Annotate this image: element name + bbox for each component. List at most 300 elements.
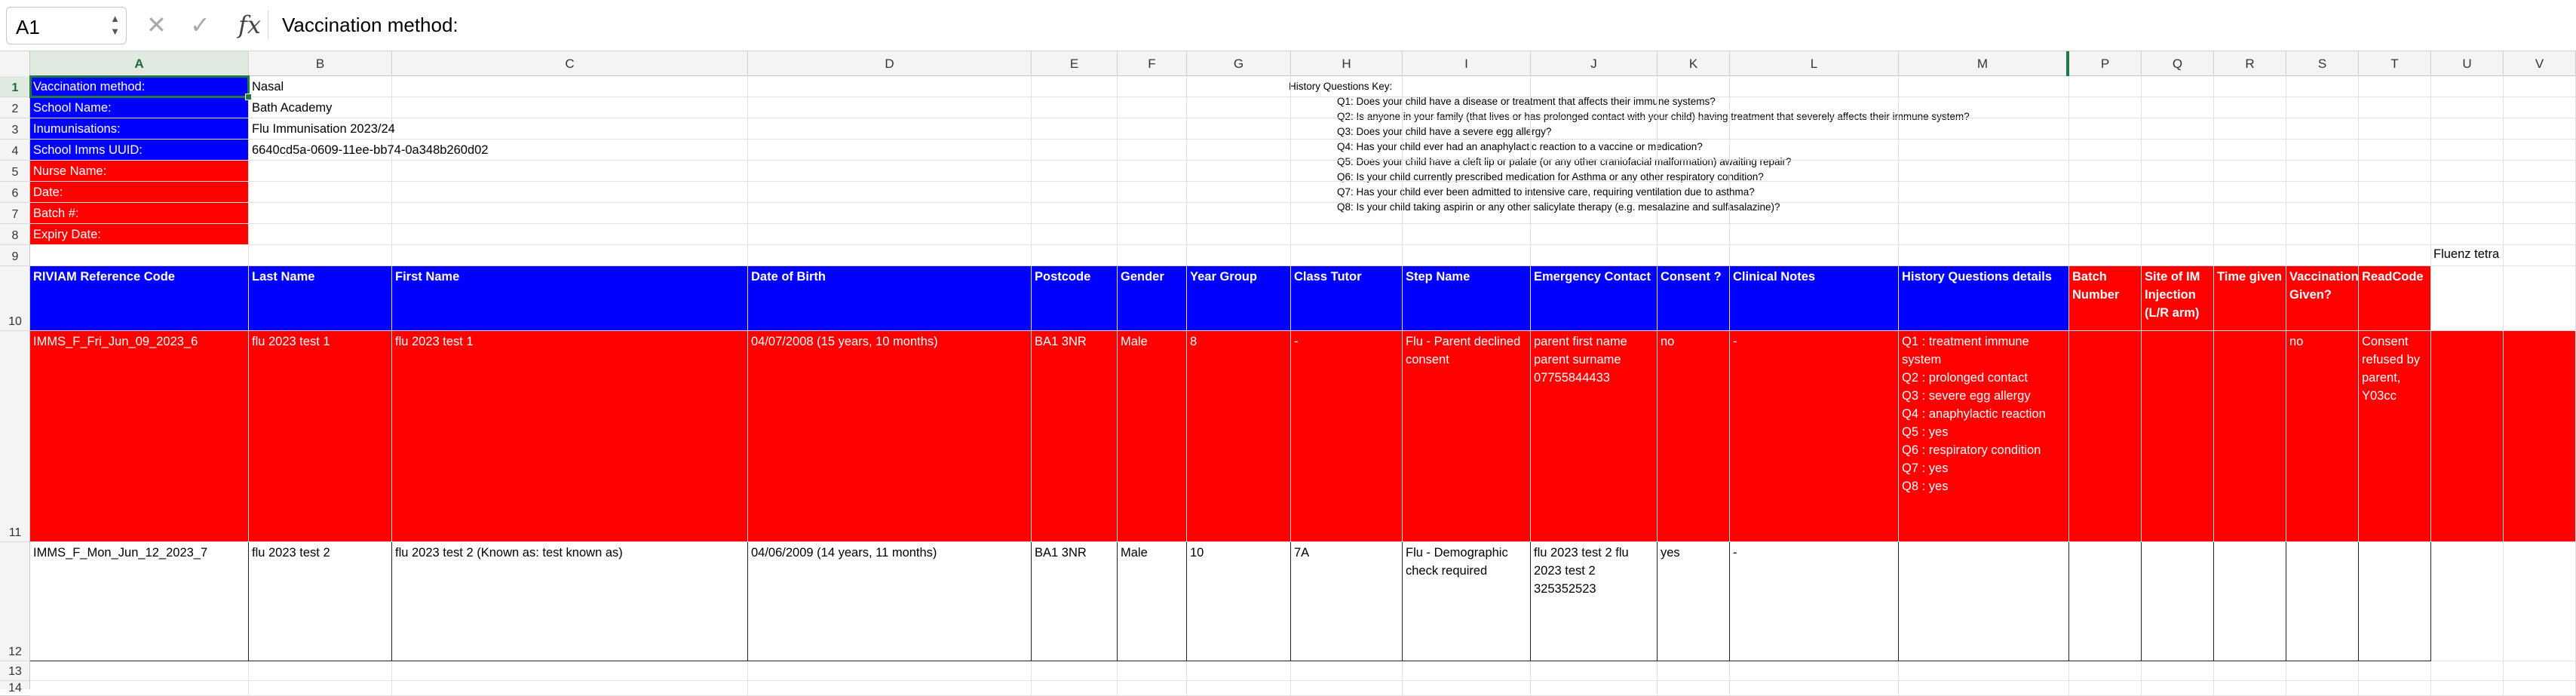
grid-cell[interactable] — [2142, 681, 2214, 696]
select-all-corner[interactable] — [0, 51, 30, 76]
grid-cell[interactable] — [2069, 245, 2142, 266]
grid-cell[interactable] — [2214, 140, 2286, 161]
grid-cell[interactable] — [2286, 203, 2359, 224]
grid-cell[interactable] — [1531, 661, 1658, 681]
history-key-item: Q4: Has your child ever had an anaphylactic reaction to a vaccine or medication? — [1337, 141, 1703, 152]
grid-cell[interactable] — [748, 118, 1032, 140]
grid-cell[interactable] — [1899, 161, 2069, 182]
grid-cell[interactable] — [2504, 76, 2576, 97]
grid-cell[interactable] — [1658, 140, 1730, 161]
formula-input[interactable]: Vaccination method: — [282, 14, 458, 36]
grid-cell[interactable] — [1291, 203, 1403, 224]
table-cell[interactable] — [2142, 542, 2214, 661]
cell-area[interactable] — [30, 76, 2576, 689]
grid-cell[interactable] — [2069, 182, 2142, 203]
grid-cell[interactable] — [1118, 245, 1187, 266]
grid-cell[interactable] — [1658, 118, 1730, 140]
history-key-item: Q3: Does your child have a severe egg allergy? — [1337, 126, 1552, 137]
info-value[interactable] — [249, 161, 748, 182]
row-header-14[interactable]: 14 — [0, 681, 30, 696]
grid-cell[interactable] — [2214, 203, 2286, 224]
grid-cell[interactable] — [2286, 97, 2359, 118]
column-header-g[interactable]: G — [1187, 51, 1291, 76]
table-cell[interactable] — [2069, 331, 2142, 542]
grid-cell[interactable] — [1032, 681, 1118, 696]
grid-cell[interactable] — [1118, 118, 1187, 140]
grid-cell[interactable] — [2504, 97, 2576, 118]
history-key-item: Q1: Does your child have a disease or treatment that affects their immune systems? — [1337, 96, 1716, 107]
grid-cell[interactable] — [249, 681, 392, 696]
info-value[interactable]: 6640cd5a-0609-11ee-bb74-0a348b260d02 — [252, 143, 489, 157]
grid-cell[interactable] — [1118, 76, 1187, 97]
grid-cell[interactable] — [2286, 140, 2359, 161]
grid-cell[interactable] — [1899, 182, 2069, 203]
grid-cell[interactable] — [1032, 118, 1118, 140]
grid-cell[interactable] — [748, 140, 1032, 161]
grid-cell[interactable] — [2359, 161, 2431, 182]
name-box[interactable] — [6, 7, 127, 44]
table-cell[interactable] — [2504, 331, 2576, 542]
grid-cell[interactable] — [2069, 681, 2142, 696]
grid-cell[interactable] — [1291, 118, 1403, 140]
grid-cell[interactable] — [1730, 681, 1899, 696]
grid-cell[interactable] — [1403, 118, 1531, 140]
grid-cell[interactable] — [2286, 118, 2359, 140]
spreadsheet-grid[interactable] — [0, 51, 2576, 694]
grid-cell[interactable] — [1032, 97, 1118, 118]
grid-cell[interactable] — [1899, 661, 2069, 681]
grid-cell[interactable] — [1531, 118, 1658, 140]
grid-cell[interactable] — [2286, 245, 2359, 266]
column-header-h[interactable]: H — [1291, 51, 1403, 76]
grid-cell[interactable] — [2359, 661, 2431, 681]
table-cell[interactable]: flu 2023 test 2 — [249, 542, 392, 661]
grid-cell[interactable] — [1730, 76, 1899, 97]
column-header-k[interactable]: K — [1658, 51, 1730, 76]
grid-cell[interactable] — [2431, 118, 2504, 140]
table-cell[interactable] — [2214, 331, 2286, 542]
grid-cell[interactable] — [2142, 203, 2214, 224]
grid-cell[interactable] — [748, 224, 1032, 245]
grid-cell[interactable] — [1899, 118, 2069, 140]
grid-cell[interactable] — [2142, 161, 2214, 182]
column-header-b[interactable]: B — [249, 51, 392, 76]
grid-cell[interactable] — [2431, 681, 2504, 696]
grid-cell[interactable] — [748, 681, 1032, 696]
grid-cell[interactable] — [2504, 118, 2576, 140]
grid-cell[interactable] — [2431, 203, 2504, 224]
grid-cell[interactable] — [249, 245, 392, 266]
info-label: School Name: — [30, 97, 249, 118]
column-header-v[interactable]: V — [2504, 51, 2576, 76]
grid-cell[interactable] — [1118, 661, 1187, 681]
grid-cell[interactable] — [1531, 182, 1658, 203]
grid-cell[interactable] — [1658, 76, 1730, 97]
grid-cell[interactable] — [1291, 224, 1403, 245]
grid-cell[interactable] — [2431, 161, 2504, 182]
table-cell[interactable]: BA1 3NR — [1032, 542, 1118, 661]
table-header: Gender — [1118, 266, 1187, 331]
grid-cell[interactable] — [1403, 97, 1531, 118]
grid-cell[interactable] — [2142, 245, 2214, 266]
grid-cell[interactable] — [2069, 118, 2142, 140]
grid-cell[interactable] — [1187, 245, 1291, 266]
column-header-j[interactable]: J — [1531, 51, 1658, 76]
grid-cell[interactable] — [2142, 97, 2214, 118]
table-cell[interactable]: Consent refused by parent, Y03cc — [2359, 331, 2431, 542]
row-header-3[interactable]: 3 — [0, 118, 30, 140]
grid-cell[interactable] — [2431, 661, 2504, 681]
column-header-l[interactable]: L — [1730, 51, 1899, 76]
grid-cell[interactable] — [1291, 182, 1403, 203]
grid-cell[interactable] — [1291, 161, 1403, 182]
grid-cell[interactable] — [2431, 76, 2504, 97]
grid-cell[interactable] — [2504, 542, 2576, 661]
table-cell[interactable]: Flu - Parent declined consent — [1403, 331, 1531, 542]
table-cell[interactable] — [2286, 542, 2359, 661]
grid-cell[interactable] — [2504, 245, 2576, 266]
table-cell[interactable]: 10 — [1187, 542, 1291, 661]
grid-cell[interactable] — [2214, 182, 2286, 203]
grid-cell[interactable] — [2431, 266, 2504, 331]
table-header: Year Group — [1187, 266, 1291, 331]
grid-cell[interactable] — [2359, 76, 2431, 97]
grid-cell[interactable] — [1187, 224, 1291, 245]
grid-cell[interactable] — [2286, 161, 2359, 182]
table-cell[interactable]: parent first name parent surname 07755844433 — [1531, 331, 1658, 542]
grid-cell[interactable] — [2214, 245, 2286, 266]
grid-cell[interactable] — [2286, 182, 2359, 203]
row-header-1[interactable]: 1 — [0, 76, 30, 97]
table-header: Time given — [2214, 266, 2286, 331]
table-cell[interactable]: 04/07/2008 (15 years, 10 months) — [748, 331, 1032, 542]
grid-cell[interactable] — [2214, 161, 2286, 182]
grid-cell[interactable] — [1730, 182, 1899, 203]
info-label: Date: — [30, 182, 249, 203]
info-value[interactable] — [249, 203, 748, 224]
grid-cell[interactable] — [1403, 140, 1531, 161]
column-header-a[interactable]: A — [30, 51, 249, 76]
row-header-2[interactable]: 2 — [0, 97, 30, 118]
grid-cell[interactable] — [2286, 76, 2359, 97]
grid-cell[interactable] — [2504, 661, 2576, 681]
table-cell[interactable]: Male — [1118, 331, 1187, 542]
row-header-13[interactable]: 13 — [0, 661, 30, 681]
grid-cell[interactable] — [1032, 140, 1118, 161]
grid-cell[interactable] — [1291, 76, 1403, 97]
grid-cell[interactable] — [2359, 245, 2431, 266]
column-header-p[interactable]: P — [2069, 51, 2142, 76]
table-header: First Name — [392, 266, 748, 331]
row-header-11[interactable]: 11 — [0, 331, 30, 542]
grid-cell[interactable] — [1403, 161, 1531, 182]
grid-cell[interactable] — [2286, 661, 2359, 681]
grid-cell[interactable] — [1899, 140, 2069, 161]
table-cell[interactable] — [2142, 331, 2214, 542]
table-cell[interactable]: flu 2023 test 1 — [249, 331, 392, 542]
grid-cell[interactable] — [2431, 97, 2504, 118]
grid-cell[interactable] — [1291, 140, 1403, 161]
table-cell[interactable]: 7A — [1291, 542, 1403, 661]
grid-cell[interactable] — [748, 97, 1032, 118]
grid-cell[interactable] — [748, 661, 1032, 681]
name-box-stepper-icon[interactable]: ▲ ▼ — [110, 13, 120, 37]
table-cell[interactable]: - — [1730, 331, 1899, 542]
grid-cell[interactable] — [2069, 76, 2142, 97]
table-cell[interactable]: Flu - Demographic check required — [1403, 542, 1531, 661]
grid-cell[interactable] — [2286, 681, 2359, 696]
grid-cell[interactable] — [2214, 661, 2286, 681]
grid-cell[interactable] — [392, 681, 748, 696]
table-cell[interactable]: - — [1730, 542, 1899, 661]
info-value[interactable]: Nasal — [252, 80, 284, 94]
table-cell[interactable]: 8 — [1187, 331, 1291, 542]
grid-cell[interactable] — [1187, 203, 1291, 224]
grid-cell[interactable] — [2504, 266, 2576, 331]
grid-cell[interactable] — [1187, 182, 1291, 203]
table-cell[interactable]: IMMS_F_Mon_Jun_12_2023_7 — [30, 542, 249, 661]
grid-cell[interactable] — [2214, 97, 2286, 118]
grid-cell[interactable] — [2069, 224, 2142, 245]
table-cell[interactable] — [1899, 542, 2069, 661]
grid-cell[interactable] — [1118, 161, 1187, 182]
grid-cell[interactable] — [2069, 203, 2142, 224]
grid-cell[interactable] — [1899, 97, 2069, 118]
table-cell[interactable]: - — [1291, 331, 1403, 542]
grid-cell[interactable] — [2214, 224, 2286, 245]
grid-cell[interactable] — [1531, 140, 1658, 161]
grid-cell[interactable] — [249, 661, 392, 681]
grid-cell[interactable] — [748, 203, 1032, 224]
cancel-icon[interactable]: ✕ — [146, 11, 167, 38]
grid-cell[interactable] — [1658, 203, 1730, 224]
grid-cell[interactable] — [2142, 224, 2214, 245]
table-cell[interactable]: no — [1658, 331, 1730, 542]
table-cell[interactable]: Q1 : treatment immune system Q2 : prolonged contact Q3 : severe egg allergy Q4 : anaphylactic reaction Q5 : yes Q6 : respiratory condition Q7 : yes Q8 : yes — [1899, 331, 2069, 542]
grid-cell[interactable] — [2504, 140, 2576, 161]
grid-cell[interactable] — [1403, 681, 1531, 696]
grid-cell[interactable] — [1531, 245, 1658, 266]
column-header-s[interactable]: S — [2286, 51, 2359, 76]
info-value[interactable] — [249, 224, 748, 245]
grid-cell[interactable] — [2504, 203, 2576, 224]
table-cell[interactable]: 04/06/2009 (14 years, 11 months) — [748, 542, 1032, 661]
grid-cell[interactable] — [1187, 76, 1291, 97]
grid-cell[interactable] — [2142, 140, 2214, 161]
grid-cell[interactable] — [1899, 245, 2069, 266]
grid-cell[interactable] — [1032, 203, 1118, 224]
column-header-t[interactable]: T — [2359, 51, 2431, 76]
column-header-e[interactable]: E — [1032, 51, 1118, 76]
grid-cell[interactable] — [2359, 203, 2431, 224]
grid-cell[interactable] — [2359, 140, 2431, 161]
grid-cell[interactable] — [1658, 661, 1730, 681]
grid-cell[interactable] — [30, 661, 249, 681]
grid-cell[interactable] — [1899, 76, 2069, 97]
grid-cell[interactable] — [1658, 245, 1730, 266]
grid-cell[interactable] — [1658, 224, 1730, 245]
grid-cell[interactable] — [1531, 161, 1658, 182]
grid-cell[interactable] — [2214, 681, 2286, 696]
column-header-c[interactable]: C — [392, 51, 748, 76]
grid-cell[interactable] — [2359, 224, 2431, 245]
grid-cell[interactable] — [1730, 97, 1899, 118]
grid-cell[interactable] — [1187, 681, 1291, 696]
row-header-6[interactable]: 6 — [0, 182, 30, 203]
grid-cell[interactable] — [748, 161, 1032, 182]
grid-cell[interactable] — [1531, 224, 1658, 245]
grid-cell[interactable] — [2069, 161, 2142, 182]
column-header-m[interactable]: M — [1899, 51, 2069, 76]
grid-cell[interactable] — [1118, 224, 1187, 245]
table-cell[interactable] — [2359, 542, 2431, 661]
grid-cell[interactable] — [1403, 203, 1531, 224]
row-header-8[interactable]: 8 — [0, 224, 30, 245]
grid-cell[interactable] — [1403, 224, 1531, 245]
table-cell[interactable]: Male — [1118, 542, 1187, 661]
grid-cell[interactable] — [2214, 118, 2286, 140]
table-cell[interactable]: flu 2023 test 2 (Known as: test known as) — [392, 542, 748, 661]
grid-cell[interactable] — [1032, 76, 1118, 97]
grid-cell[interactable] — [2359, 681, 2431, 696]
grid-cell[interactable] — [1658, 182, 1730, 203]
row-header-7[interactable]: 7 — [0, 203, 30, 224]
row-header-10[interactable]: 10 — [0, 266, 30, 331]
grid-cell[interactable] — [1118, 681, 1187, 696]
grid-cell[interactable] — [2359, 182, 2431, 203]
grid-cell[interactable] — [1032, 245, 1118, 266]
insert-function-icon[interactable]: fx — [238, 11, 261, 39]
grid-cell[interactable] — [1899, 681, 2069, 696]
row-header-5[interactable]: 5 — [0, 161, 30, 182]
grid-cell[interactable] — [2504, 681, 2576, 696]
fill-handle[interactable] — [245, 94, 252, 100]
grid-cell[interactable] — [1403, 76, 1531, 97]
grid-cell[interactable] — [1658, 97, 1730, 118]
column-header-q[interactable]: Q — [2142, 51, 2214, 76]
grid-cell[interactable] — [1118, 182, 1187, 203]
grid-cell[interactable] — [2214, 76, 2286, 97]
table-cell[interactable]: BA1 3NR — [1032, 331, 1118, 542]
grid-cell[interactable] — [1403, 245, 1531, 266]
grid-cell[interactable] — [1403, 661, 1531, 681]
grid-cell[interactable] — [2431, 140, 2504, 161]
grid-cell[interactable] — [2142, 118, 2214, 140]
column-header-r[interactable]: R — [2214, 51, 2286, 76]
column-header-i[interactable]: I — [1403, 51, 1531, 76]
grid-cell[interactable] — [1899, 203, 2069, 224]
grid-cell[interactable] — [2359, 97, 2431, 118]
table-cell[interactable]: flu 2023 test 1 — [392, 331, 748, 542]
table-cell[interactable]: no — [2286, 331, 2359, 542]
grid-cell[interactable] — [392, 661, 748, 681]
grid-cell[interactable] — [1531, 203, 1658, 224]
table-cell[interactable]: yes — [1658, 542, 1730, 661]
grid-cell[interactable] — [1730, 224, 1899, 245]
grid-cell[interactable] — [1730, 661, 1899, 681]
grid-cell[interactable] — [1730, 140, 1899, 161]
grid-cell[interactable] — [2142, 182, 2214, 203]
grid-cell[interactable] — [1187, 140, 1291, 161]
grid-cell[interactable] — [1291, 245, 1403, 266]
info-value[interactable]: Bath Academy — [252, 101, 333, 115]
column-header-u[interactable]: U — [2431, 51, 2504, 76]
info-value[interactable] — [249, 182, 748, 203]
info-value[interactable]: Flu Immunisation 2023/24 — [252, 122, 395, 136]
grid-cell[interactable] — [1118, 203, 1187, 224]
grid-cell[interactable] — [1403, 182, 1531, 203]
grid-cell[interactable] — [2069, 140, 2142, 161]
grid-cell[interactable] — [1032, 661, 1118, 681]
column-header-f[interactable]: F — [1118, 51, 1187, 76]
grid-cell[interactable] — [1531, 76, 1658, 97]
grid-cell[interactable] — [2504, 182, 2576, 203]
grid-cell[interactable] — [1118, 140, 1187, 161]
grid-cell[interactable] — [2142, 76, 2214, 97]
grid-cell[interactable] — [1658, 681, 1730, 696]
grid-cell[interactable] — [1032, 182, 1118, 203]
grid-cell[interactable] — [2069, 661, 2142, 681]
grid-cell[interactable] — [392, 245, 748, 266]
grid-cell[interactable] — [1730, 118, 1899, 140]
grid-cell[interactable] — [2069, 97, 2142, 118]
grid-cell[interactable] — [2431, 542, 2504, 661]
row-header-4[interactable]: 4 — [0, 140, 30, 161]
enter-check-icon[interactable]: ✓ — [190, 11, 210, 38]
history-key-item: Q2: Is anyone in your family (that lives or has prolonged contact with your child) having treatment that severely affects their immune system? — [1337, 111, 1970, 122]
grid-cell[interactable] — [2142, 661, 2214, 681]
grid-cell[interactable] — [1187, 661, 1291, 681]
row-header-9[interactable]: 9 — [0, 245, 30, 266]
grid-cell[interactable] — [1730, 245, 1899, 266]
grid-cell[interactable] — [2286, 224, 2359, 245]
table-cell[interactable] — [2431, 331, 2504, 542]
grid-cell[interactable] — [1658, 161, 1730, 182]
grid-cell[interactable] — [1187, 118, 1291, 140]
grid-cell[interactable] — [2359, 118, 2431, 140]
grid-cell[interactable] — [1531, 97, 1658, 118]
grid-cell[interactable] — [1730, 203, 1899, 224]
column-header-d[interactable]: D — [748, 51, 1032, 76]
grid-cell[interactable] — [1291, 681, 1403, 696]
grid-cell[interactable] — [1032, 224, 1118, 245]
grid-cell[interactable] — [748, 182, 1032, 203]
grid-cell[interactable] — [1730, 161, 1899, 182]
grid-cell[interactable] — [1291, 97, 1403, 118]
table-cell[interactable] — [2069, 542, 2142, 661]
grid-cell[interactable] — [30, 245, 249, 266]
grid-cell[interactable] — [2504, 161, 2576, 182]
grid-cell[interactable] — [2431, 182, 2504, 203]
grid-cell[interactable] — [748, 76, 1032, 97]
table-cell[interactable]: flu 2023 test 2 flu 2023 test 2 325352523 — [1531, 542, 1658, 661]
grid-cell[interactable] — [1899, 224, 2069, 245]
row-header-12[interactable]: 12 — [0, 542, 30, 661]
grid-cell[interactable] — [1032, 161, 1118, 182]
grid-cell[interactable] — [1531, 681, 1658, 696]
table-cell[interactable]: IMMS_F_Fri_Jun_09_2023_6 — [30, 331, 249, 542]
grid-cell[interactable] — [1291, 661, 1403, 681]
grid-cell[interactable] — [1187, 97, 1291, 118]
history-key-item: Q8: Is your child taking aspirin or any other salicylate therapy (e.g. mesalazine and sulfasalazine)? — [1337, 201, 1780, 213]
grid-cell[interactable] — [1187, 161, 1291, 182]
grid-cell[interactable] — [2431, 224, 2504, 245]
table-cell[interactable] — [2214, 542, 2286, 661]
grid-cell[interactable] — [1118, 97, 1187, 118]
grid-cell[interactable] — [2504, 224, 2576, 245]
grid-cell[interactable] — [748, 245, 1032, 266]
grid-cell[interactable] — [30, 681, 249, 696]
